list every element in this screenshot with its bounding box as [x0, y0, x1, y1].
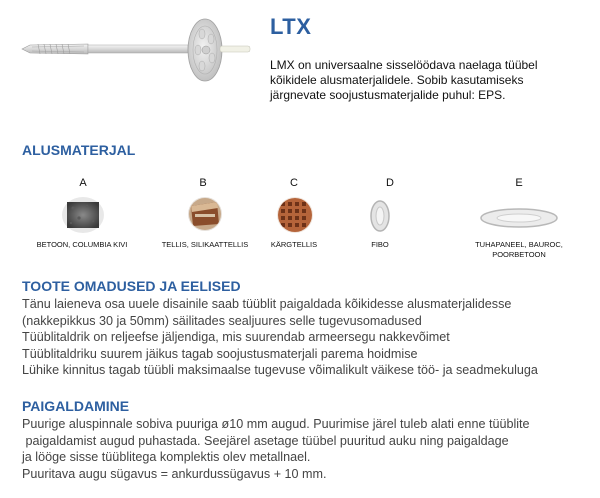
aerated-concrete-sample-image: [478, 206, 560, 230]
brick-sample-image: [187, 196, 223, 232]
installation-heading: PAIGALDAMINE: [22, 398, 130, 414]
installation-line: ja lööge sisse tüüblitega komplektis olev metallnael.: [22, 450, 311, 464]
material-a-label: BETOON, COLUMBIA KIVI: [36, 240, 128, 249]
features-heading: TOOTE OMADUSED JA EELISED: [22, 278, 241, 294]
material-b-letter: B: [199, 177, 207, 189]
feature-line: (nakkepikkus 30 ja 50mm) säilitades sealjuures selle tugevusomadused: [22, 313, 422, 328]
material-b-label: TELLIS, SILIKAATTELLIS: [161, 240, 249, 249]
dowel-product-image: [18, 14, 258, 84]
installation-line: Puuritava augu sügavus = ankurdussügavus + 10 mm.: [22, 466, 327, 481]
product-description: LMX on universaalne sisselöödava naelaga tüübel kõikidele alusmaterjalidele. Sobib kasutamiseks järgnevate soojustusmaterjalide puhul: EPS.: [270, 58, 538, 102]
feature-line: Tänu laieneva osa uuele disainile saab tüüblit paigaldada kõikidesse alusmaterjalidesse: [22, 297, 512, 311]
hollow-brick-sample-image: [276, 196, 314, 234]
material-c-label: KÄRGTELLIS: [270, 240, 318, 249]
material-e-label: TUHAPANEEL, BAUROC, POORBETOON: [475, 240, 563, 259]
feature-line: Lühike kinnitus tagab tüübli maksimaalse tugevuse võimalikult väikese töö- ja seadmekuluga: [22, 363, 538, 377]
material-d-letter: D: [386, 177, 394, 189]
installation-text: [22, 416, 592, 482]
fibo-block-sample-image: [368, 198, 392, 234]
material-a-letter: A: [79, 177, 87, 189]
material-e-letter: E: [515, 177, 523, 189]
concrete-sample-image: [61, 196, 105, 234]
features-text: [22, 296, 592, 379]
feature-line: Tüüblitaldrik on reljeefse jäljendiga, mis suurendab armeersegu nakkevõimet: [22, 330, 450, 344]
product-title: LTX: [270, 14, 312, 39]
feature-line: Tüüblitaldriku suurem jäikus tagab soojustusmaterjali parema hoidmise: [22, 346, 418, 361]
material-d-label: FIBO: [371, 240, 389, 249]
installation-line: Puurige aluspinnale sobiva puuriga ø10 mm augud. Puurimise järel tuleb alati enne tüüblite: [22, 417, 530, 431]
material-c-letter: C: [290, 177, 298, 189]
installation-line: paigaldamist augud puhastada. Seejärel asetage tüübel puuritud auku ning paigaldage: [22, 433, 509, 448]
base-materials-heading: ALUSMATERJAL: [22, 142, 136, 158]
